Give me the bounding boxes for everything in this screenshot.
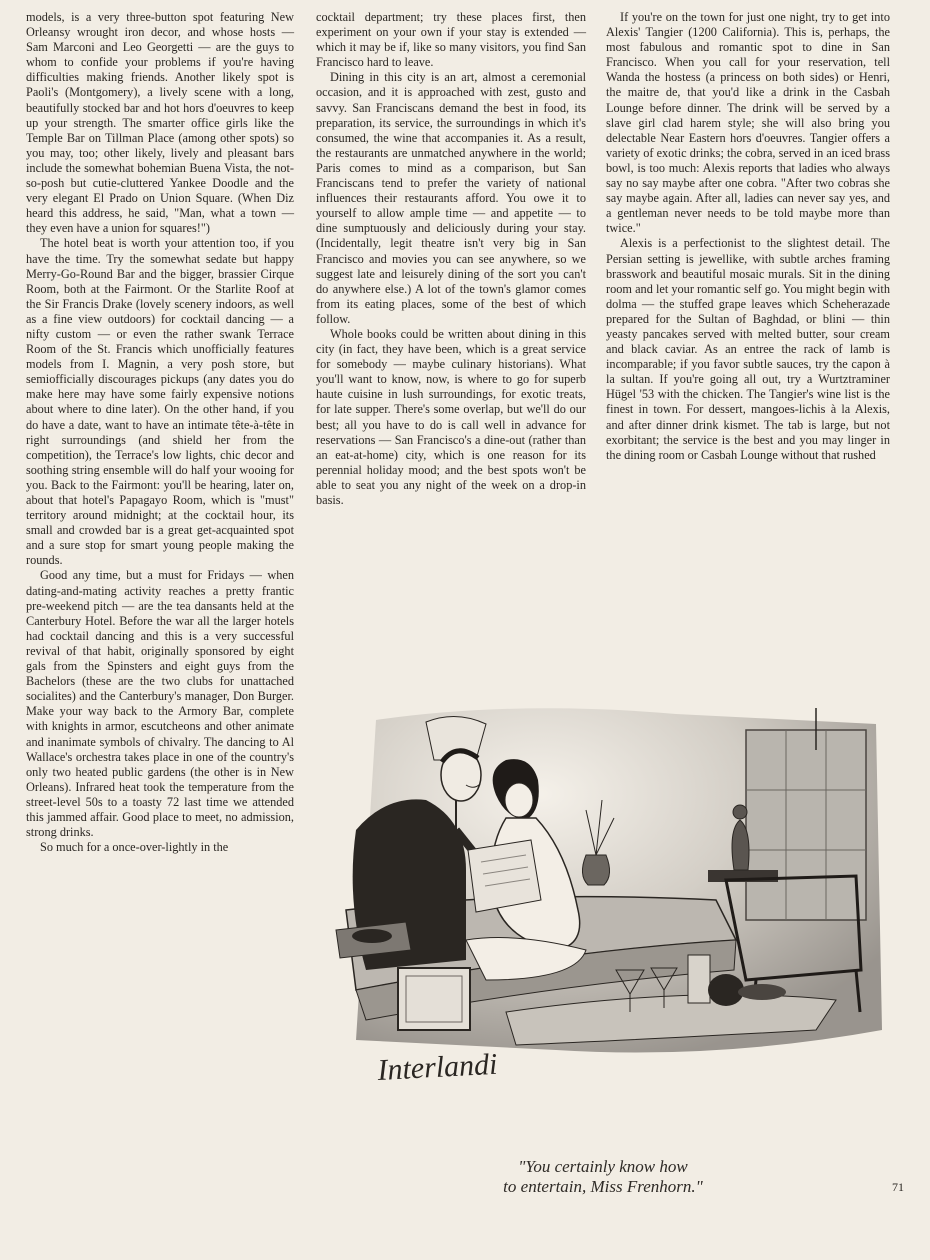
paragraph: Alexis is a perfectionist to the slightest detail. The Persian setting is jewellike, with subtle arches framing brasswork and beautiful mosaic murals. Sit in the dining room and let your romantic self go. You might begin with dolma — the stuffed grape leaves which Scheherazade prepared for the Sultan of Baghdad, or blini — thin yeasty pancakes served with melted butter, sour cream and black caviar. As an entree the rack of lamb is incomparable; if you favor subtle sauces, try the capon à la sultan. If you're going all out, try a Wurtztraminer Hügel '53 with the chicken. The Tangier's wine list is the finest in town. For dessert, mangoes-lichis à la Alexis, and after dinner drink kismet. The tab is large, but not exorbitant; the service is the best and you may linger in the dining room or Casbah Lounge without that rushed	[606, 236, 890, 462]
window-icon	[746, 730, 866, 920]
paragraph: The hotel beat is worth your attention too, if you have the time. Try the somewhat sedate but happy Merry-Go-Round Bar and the bigger, brassier Cirque Room, both at the Fairmont. Or the Starlite Roof at the Sir Francis Drake (lovely scenery indoors, as well as a fine view outdoors) for cocktail dancing — a nifty custom — or even the rather swank Terrace Room of the St. Francis which unofficially features models from I. Magnin, a very posh store, but semiofficially discourages pickups (any dates you do make here may have some fairly expensive notions about where to dine later). On the other hand, if you do have a date, want to have an intimate tête-à-tête in right surroundings (and shield her from the competition), the Terrace's low lights, chic decor and soothing string ensemble will do half your wooing for you. Back to the Fairmont: you'll be hearing, later on, about that hotel's Papagayo Room, which is "must" territory around midnight; at the cocktail hour, its small and crowded bar is a great get-acquainted spot and a sure stop for smart young people making the rounds.	[26, 236, 294, 568]
text-column-2	[316, 10, 586, 508]
cartoon-illustration	[316, 700, 890, 1105]
paragraph: cocktail department; try these places first, then experiment on your own if your stay is extended — which it may be if, like so many visitors, you find San Francisco hard to leave.	[316, 10, 586, 70]
cartoon-caption	[316, 1157, 890, 1197]
cartoon-signature: Interlandi	[376, 1047, 499, 1087]
paragraph: Good any time, but a must for Fridays — when dating-and-mating activity reaches a pretty frantic pre-weekend pitch — are the tea dansants held at the Canterbury Hotel. Before the war all the larger hotels had cocktail dancing and this is a very successful revival of that habit, originally sponsored by eight gals from the Spinsters and eight guys from the Bachelors (these are the two clubs for unattached socialites) and the Canterbury's manager, Don Burger. Make your way back to the Armory Bar, complete with knights in armor, escutcheons and other animate and inanimate symbols of chivalry. The dancing to Al Wallace's orchestra takes place in one of the country's only two heated public gardens (the other is in New Orleans). Infrared heat took the temperature from the street-level 50s to a toasty 72 last time we attended this jammed affair. Good place to meet, no admission, strong drinks.	[26, 568, 294, 840]
paragraph: So much for a once-over-lightly in the	[40, 840, 229, 855]
caption-line: to entertain, Miss Frenhorn."	[503, 1177, 703, 1196]
text-column-1	[26, 10, 294, 855]
page-number: 71	[892, 1180, 904, 1194]
paragraph: If you're on the town for just one night, try to get into Alexis' Tangier (1200 California). This is, perhaps, the most fabulous and romantic spot to dine in San Francisco. When you call for your reservation, tell Wanda the hostess (a princess on both sides) or Henri, the maitre de, that you'd like a drink in the Casbah Lounge before dinner. The drink will be served by a slave girl clad harem style; she will also bring you delectable Near Eastern hors d'oeuvres. Tangier offers a variety of exotic drinks; the cobra, served in an iced brass bowl, is too much: Alexis reports that ladies who always say no say maybe after one cobra. "After two cobras she say maybe again. After all, ladies can never say yes, and a gentleman never needs to be told maybe more than twice."	[606, 10, 890, 236]
paragraph: Dining in this city is an art, almost a ceremonial occasion, and it is approached with zest, gusto and savvy. San Franciscans demand the best in food, its preparation, its service, the surroundings in which it's consumed, the wine that accompanies it. As a result, the restaurants are unmatched anywhere in the world; Paris comes to mind as a comparison, but San Franciscans tend to prefer the variety of national influences their restaurants afford. You owe it to yourself to allow ample time — and appetite — to dine sumptuously and deliciously during your stay. (Incidentally, legit theatre isn't very big in San Francisco and movies you can see anywhere, so we suggest late and leisurely dining of the sort you can't do anywhere else.) A lot of the town's glamor comes from its eating places, some of the best of which follow.	[316, 70, 586, 326]
caption-line: "You certainly know how	[518, 1157, 688, 1176]
paragraph: Whole books could be written about dining in this city (in fact, they have been, which is a great service for somebody — maybe culinary historians). What you'll want to know, now, is where to go for superb haute cuisine in lush surroundings, for exotic treats, for late supper. There's some overlap, but we'll do our best; all you have to do is call well in advance for reservations — San Francisco's a dine-out (rather than an eat-at-home) city, which is one reason for its perennial holiday mood; and the best spots won't be able to seat you any night of the week on a drop-in basis.	[316, 326, 586, 507]
picture-frame-icon	[398, 968, 470, 1030]
text-column-3	[606, 10, 890, 463]
paragraph: models, is a very three-button spot featuring New Orleansy wrought iron decor, and whose hosts — Sam Marconi and Leo Georgetti — are the guys to whom to confide your problems if you're having difficulties making friends. Another likely spot is Paoli's (Montgomery), a lively scene with a long, beautifully stocked bar and hot hors d'oeuvres to keep up your strength. The smarter office girls like the Temple Bar on Tillman Place (among other spots) so you may, too; other likely, lively and pleasant bars include the somewhat bohemian Buena Vista, the not-so-posh but cutie-cluttered Yankee Doodle and the very elegant El Prado on Union Square. (When Diz heard this address, he said, "Man, what a town — they even have a union for squares!")	[26, 10, 294, 236]
